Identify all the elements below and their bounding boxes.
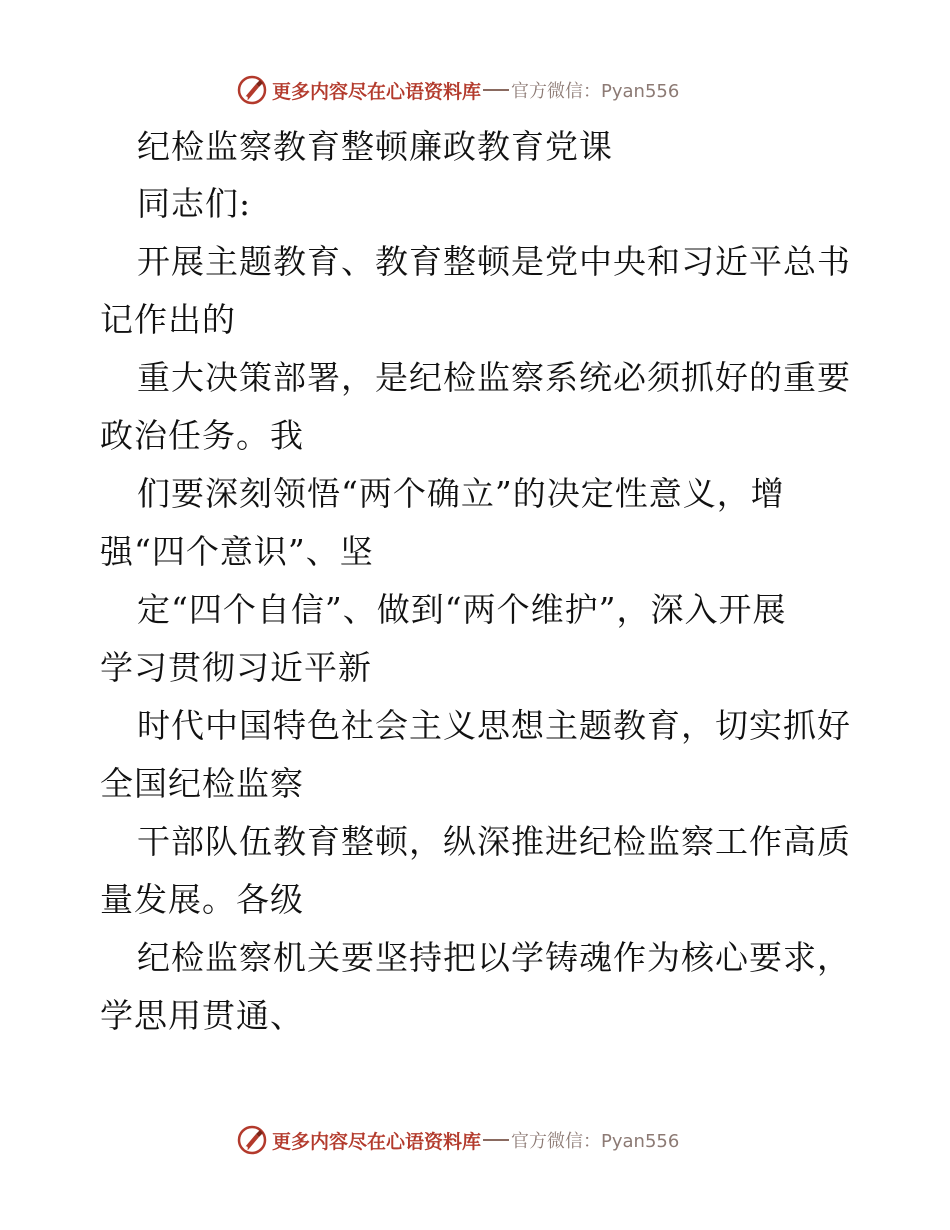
watermark-text: 更多内容尽在心语资料库 bbox=[272, 80, 482, 103]
footer-watermark bbox=[236, 1123, 679, 1157]
text-line: 记作出的 bbox=[100, 300, 236, 339]
header-watermark bbox=[236, 73, 679, 107]
text-line: 学思用贯通、 bbox=[100, 996, 304, 1035]
watermark-text: 更多内容尽在心语资料库 bbox=[272, 1130, 482, 1153]
text-line: 全国纪检监察 bbox=[100, 764, 304, 803]
document-title: 纪检监察教育整顿廉政教育党课 bbox=[137, 127, 613, 166]
text-line: 定“四个自信”、做到“两个维护”，深入开展 bbox=[137, 590, 787, 629]
watermark-dash bbox=[483, 89, 509, 91]
text-line: 干部队伍教育整顿，纵深推进纪检监察工作高质 bbox=[137, 822, 851, 861]
pen-logo-icon bbox=[236, 74, 268, 106]
text-line: 重大决策部署，是纪检监察系统必须抓好的重要 bbox=[137, 358, 851, 397]
watermark-subtext: 官方微信：Pyan556 bbox=[511, 81, 680, 102]
text-line: 政治任务。我 bbox=[100, 416, 304, 455]
text-line: 时代中国特色社会主义思想主题教育，切实抓好 bbox=[137, 706, 851, 745]
text-line: 纪检监察机关要坚持把以学铸魂作为核心要求， bbox=[137, 938, 851, 977]
watermark-subtext: 官方微信：Pyan556 bbox=[511, 1131, 680, 1152]
text-line: 学习贯彻习近平新 bbox=[100, 648, 372, 687]
pen-logo-icon bbox=[236, 1124, 268, 1156]
text-line: 开展主题教育、教育整顿是党中央和习近平总书 bbox=[137, 242, 851, 281]
text-line: 量发展。各级 bbox=[100, 880, 304, 919]
text-line: 同志们: bbox=[137, 184, 252, 223]
text-line: 们要深刻领悟“两个确立”的决定性意义，增 bbox=[137, 474, 785, 513]
text-line: 强“四个意识”、坚 bbox=[100, 532, 374, 571]
watermark-dash bbox=[483, 1139, 509, 1141]
